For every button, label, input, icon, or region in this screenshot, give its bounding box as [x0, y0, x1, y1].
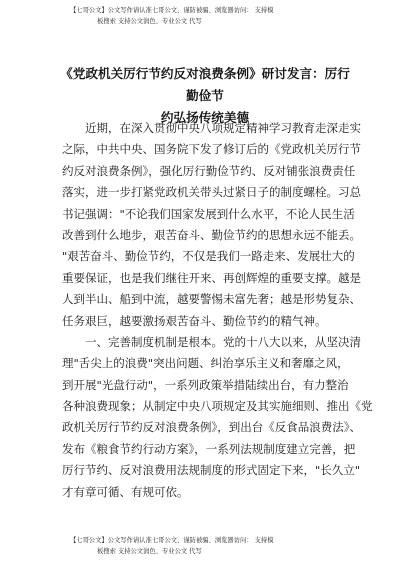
- title-line-2: 约弘扬传统美德: [160, 110, 250, 125]
- body-line: 理"舌尖上的浪费"突出问题、纠治享乐主义和奢靡之风，: [62, 356, 349, 371]
- body-line: 书记强调："不论我们国家发展到什么水平，不论人民生活: [62, 206, 355, 221]
- body-line: 厉行节约、反对浪费用法规制度的形式固定下来，"长久立": [62, 463, 361, 478]
- body-line: "艰苦奋斗、勤俭节约，不仅是我们一路走来、发展壮大的: [62, 249, 355, 264]
- body-line: 到开展"光盘行动"，一系列政策举措陆续出台，有力整治: [62, 377, 349, 392]
- footer-line-1: 【七哥公文】公文写作请认准七哥公文、谨防被骗、浏览器访问： 支持模: [70, 537, 274, 544]
- body-line: 改善到什么地步，艰苦奋斗、勤俭节约的思想永远不能丢。: [62, 227, 361, 242]
- body-line: 之际，中共中央、国务院下发了修订后的《党政机关厉行节: [62, 142, 361, 157]
- body-line: 重要保证，也是我们继往开来、再创辉煌的重要支撑。越是: [62, 270, 361, 285]
- body-line: 一、完善制度机制是根本。党的十八大以来，从坚决清: [85, 334, 361, 349]
- body-line: 约反对浪费条例》，强化厉行勤俭节约、反对铺张浪费责任: [62, 163, 356, 178]
- page-header-notice: [70, 5, 360, 27]
- body-line: 才有章可循、有规可依。: [62, 484, 189, 499]
- header-line-1: 【七哥公文】公文写作请认准七哥公文、谨防被骗、浏览器访问： 支持模: [70, 7, 274, 14]
- title-line-1: 《党政机关厉行节约反对浪费条例》研讨发言：厉行勤俭节: [60, 66, 350, 103]
- page-footer-notice: [70, 535, 360, 557]
- body-line: 近期，在深入贯彻中央八项规定精神学习教育走深走实: [85, 121, 361, 135]
- body-line: 政机关厉行节约反对浪费条例》，到出台《反食品浪费法》、: [62, 420, 361, 435]
- body-line: 人到半山、船到中流，越要警惕未富先奢；越是形势复杂、: [62, 292, 361, 307]
- header-line-2: 板搜索 支持公文润色、专业公文 代写: [97, 18, 202, 25]
- document-body: [62, 118, 373, 503]
- body-line: 各种浪费现象；从制定中央八项规定及其实施细则、推出《党: [62, 399, 373, 414]
- footer-line-2: 板搜索 支持公文润色、专业公文 代写: [97, 548, 202, 555]
- body-line: 落实，进一步打紧党政机关带头过紧日子的制度螺栓。习总: [62, 185, 361, 200]
- body-line: 任务艰巨，越要激扬艰苦奋斗、勤俭节约的精气神。: [62, 313, 327, 328]
- body-line: 发布《粮食节约行动方案》，一系列法规制度建立完善，把: [62, 441, 356, 456]
